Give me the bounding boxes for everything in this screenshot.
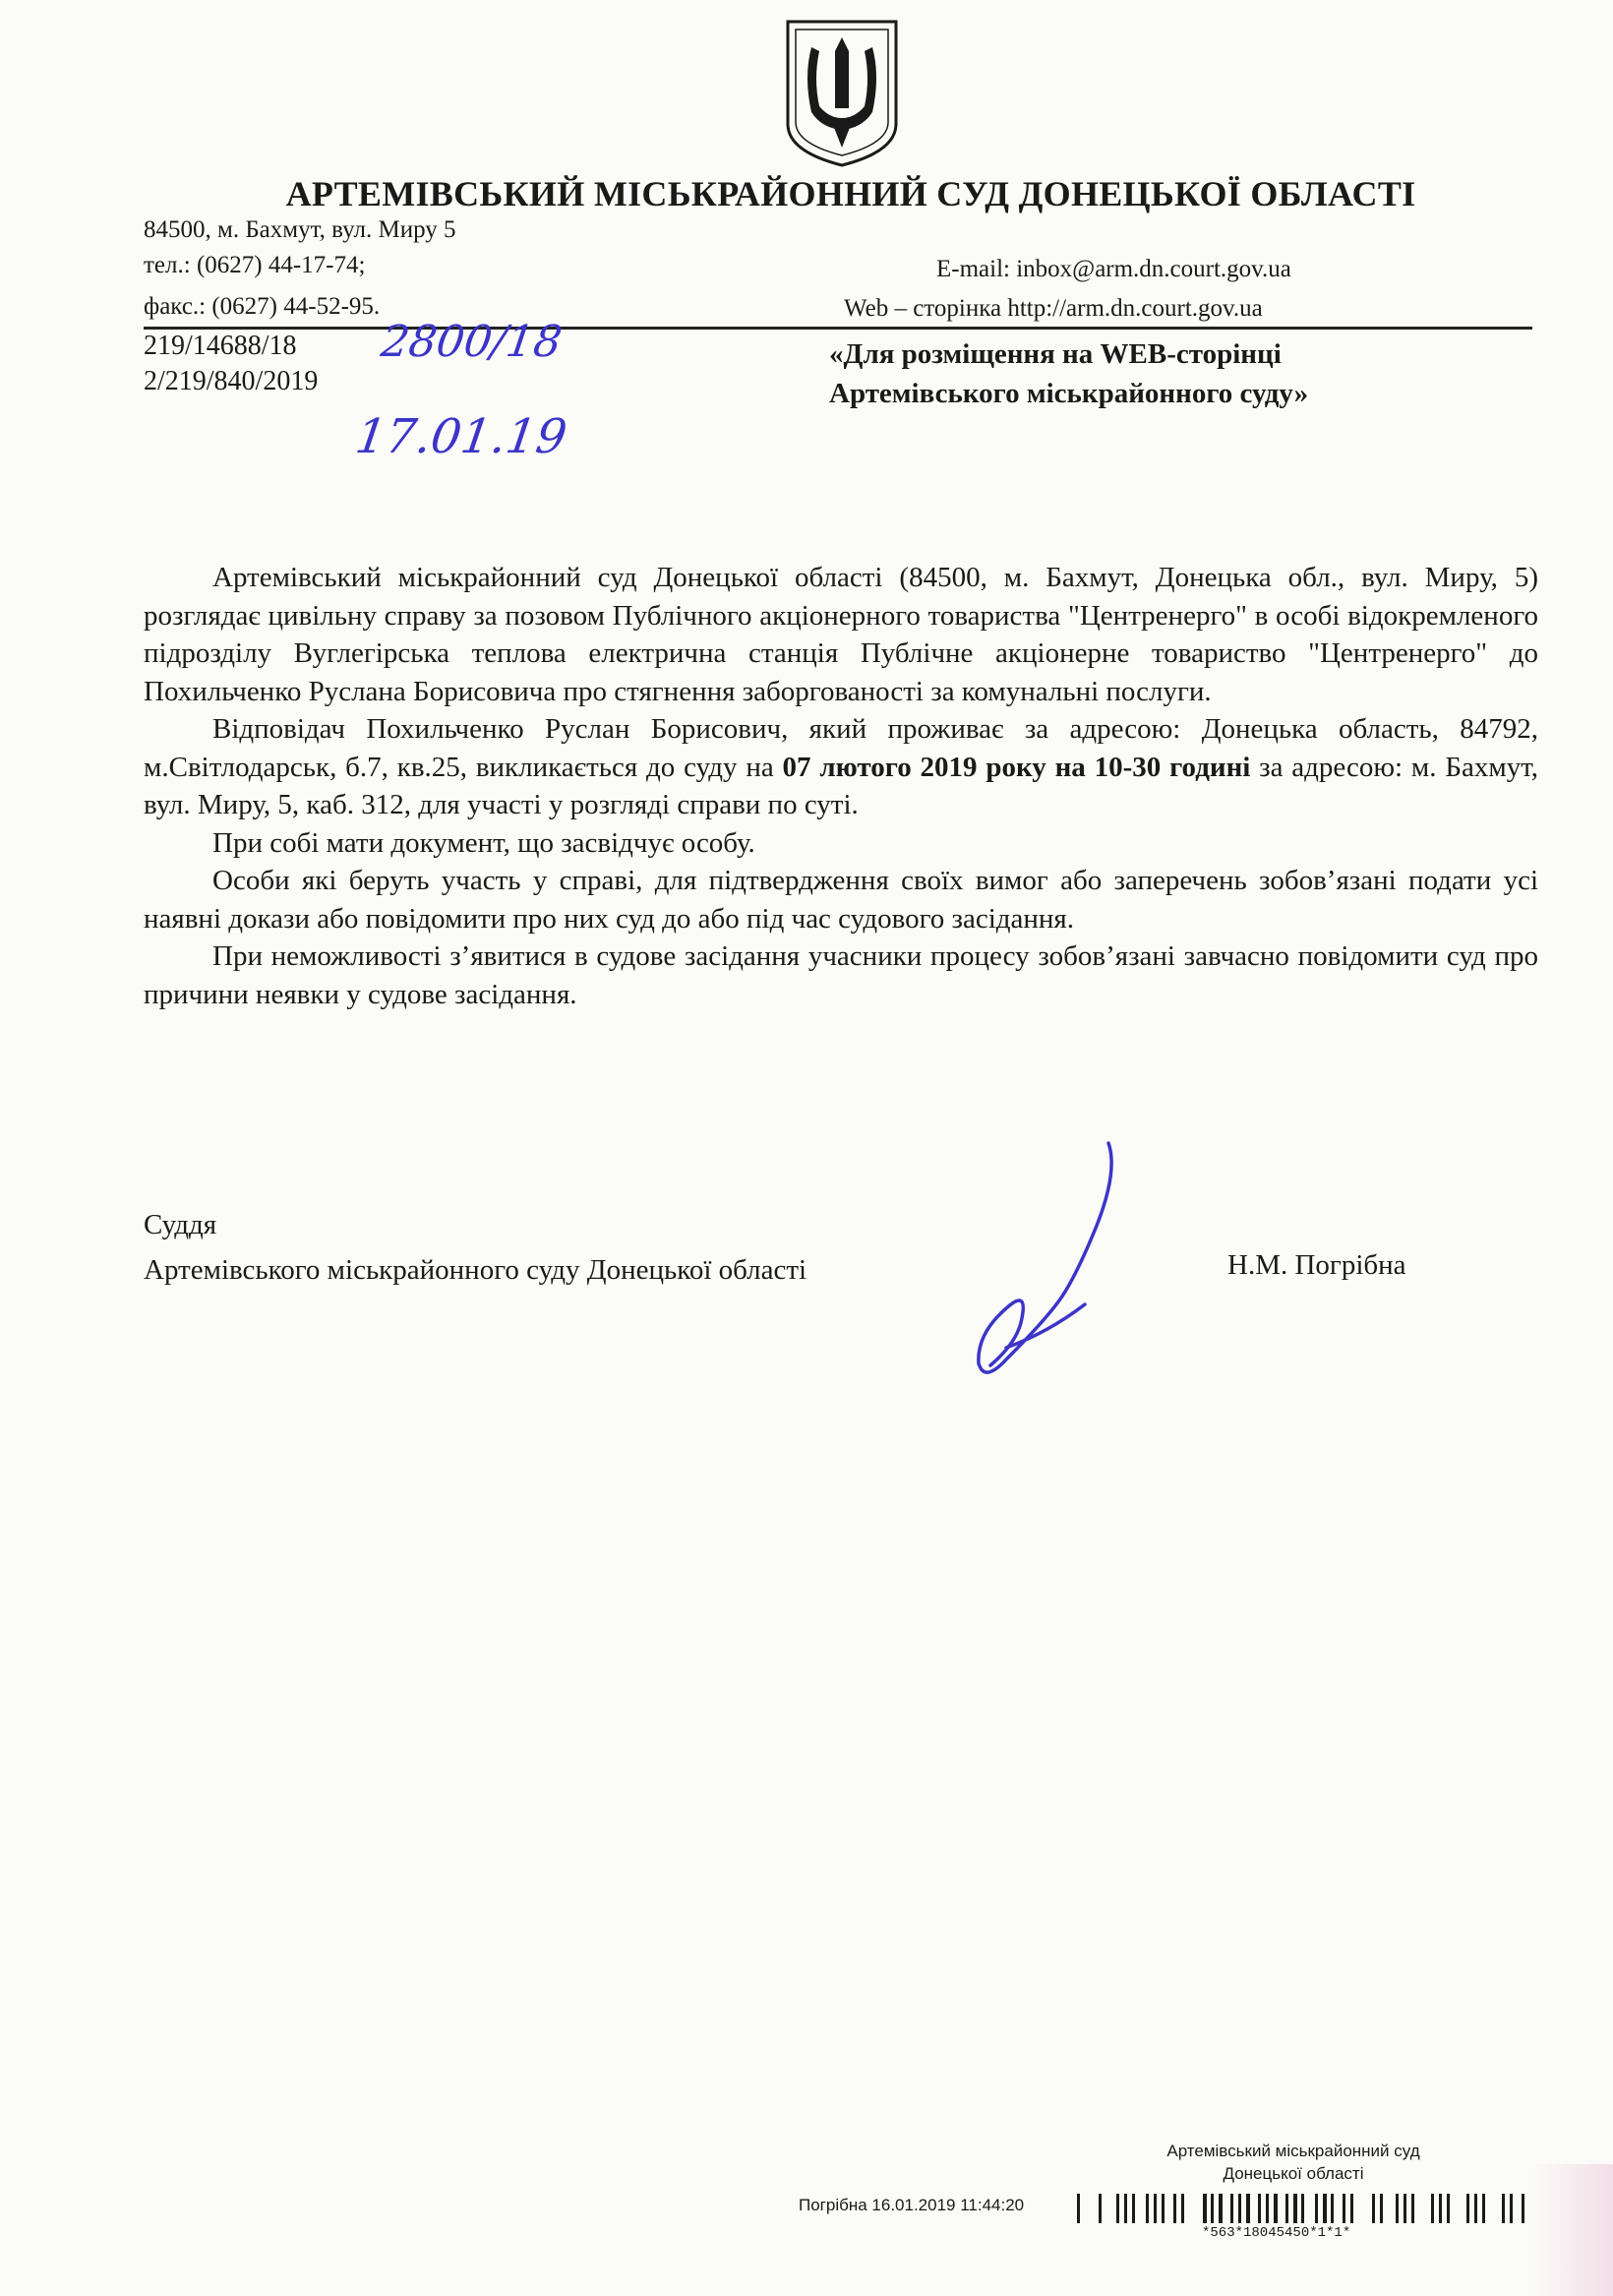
court-email: E-mail: inbox@arm.dn.court.gov.ua — [936, 256, 1291, 282]
handwritten-signature — [949, 1131, 1126, 1392]
judge-title: Суддя — [144, 1209, 217, 1240]
paragraph-evidence: Особи які беруть участь у справі, для підтвердження своїх вимог або заперечень зобов’язані подати усі наявні докази або повідомити про них суд до або під час судового засідання. — [144, 865, 1538, 935]
summons-text-end: за адресою: м. Бахмут, вул. Миру, 5, каб. 312, для участі у розгляді справи по суті. — [144, 751, 1538, 820]
court-phone: тел.: (0627) 44-17-74; — [144, 252, 366, 278]
paragraph-summons — [144, 710, 1538, 824]
judge-court: Артемівського міськрайонного суду Донецької області — [144, 1254, 807, 1286]
paragraph-case-description: Артемівський міськрайонний суд Донецької області (84500, м. Бахмут, Донецька обл., вул. Миру, 5) розглядає цивільну справу за позовом Публічного акціонерного товариства "Центренерго" в особі відокремленого підрозділу Вуглегірська теплова електрична станція Публічне акціонерне товариство "Центренерго" до Похильченко Руслана Борисовича про стягнення заборгованості за комунальні послуги. — [144, 562, 1538, 707]
registry-barcode — [1077, 2192, 1531, 2225]
hearing-date-time: 07 лютого 2019 року на 10-30 годині — [782, 751, 1251, 783]
header-divider — [144, 327, 1532, 330]
court-web: Web – сторінка http://arm.dn.court.gov.ua — [844, 295, 1263, 322]
registry-stamp-court — [1131, 2140, 1456, 2185]
notice-body — [144, 559, 1538, 1013]
handwritten-date: 17.01.19 — [352, 409, 570, 464]
web-note-line-1: «Для розміщення на WEB-сторінці — [829, 338, 1282, 370]
barcode-number: *563*18045450*1*1* — [1202, 2225, 1351, 2241]
web-placement-note — [829, 334, 1308, 413]
case-number-2: 2/219/840/2019 — [144, 366, 319, 396]
judge-title-block — [144, 1202, 806, 1293]
scan-edge-artifact — [1530, 2164, 1613, 2296]
judge-name: Н.М. Погрібна — [1227, 1249, 1406, 1281]
case-number-1: 219/14688/18 — [144, 331, 297, 361]
web-note-line-2: Артемівського міськрайонного суду» — [829, 378, 1309, 409]
summons-text-start: Відповідач Похильченко Руслан Борисович, який проживає за адресою: Донецька область, 84792, м.Світлодарськ, б.7, кв.25, викликається до суду на — [144, 713, 1538, 783]
stamp-court-line-2: Донецької області — [1223, 2164, 1364, 2183]
registry-stamp-meta: Погрібна 16.01.2019 11:44:20 — [799, 2196, 1025, 2214]
coat-of-arms-emblem — [782, 18, 902, 167]
court-name-heading: АРТЕМІВСЬКИЙ МІСЬКРАЙОННИЙ СУД ДОНЕЦЬКОЇ ОБЛАСТІ — [285, 174, 1416, 213]
paragraph-absence-notice: При неможливості з’явитися в судове засідання учасники процесу зобов’язані завчасно повідомити суд про причини неявки у судове засідання. — [144, 940, 1538, 1010]
handwritten-reference: 2800/18 — [378, 317, 566, 367]
stamp-court-line-1: Артемівський міськрайонний суд — [1166, 2142, 1420, 2160]
court-address: 84500, м. Бахмут, вул. Миру 5 — [144, 216, 456, 243]
court-fax: факс.: (0627) 44-52-95. — [144, 293, 381, 320]
paragraph-id-document: При собі мати документ, що засвідчує особу. — [212, 826, 755, 859]
